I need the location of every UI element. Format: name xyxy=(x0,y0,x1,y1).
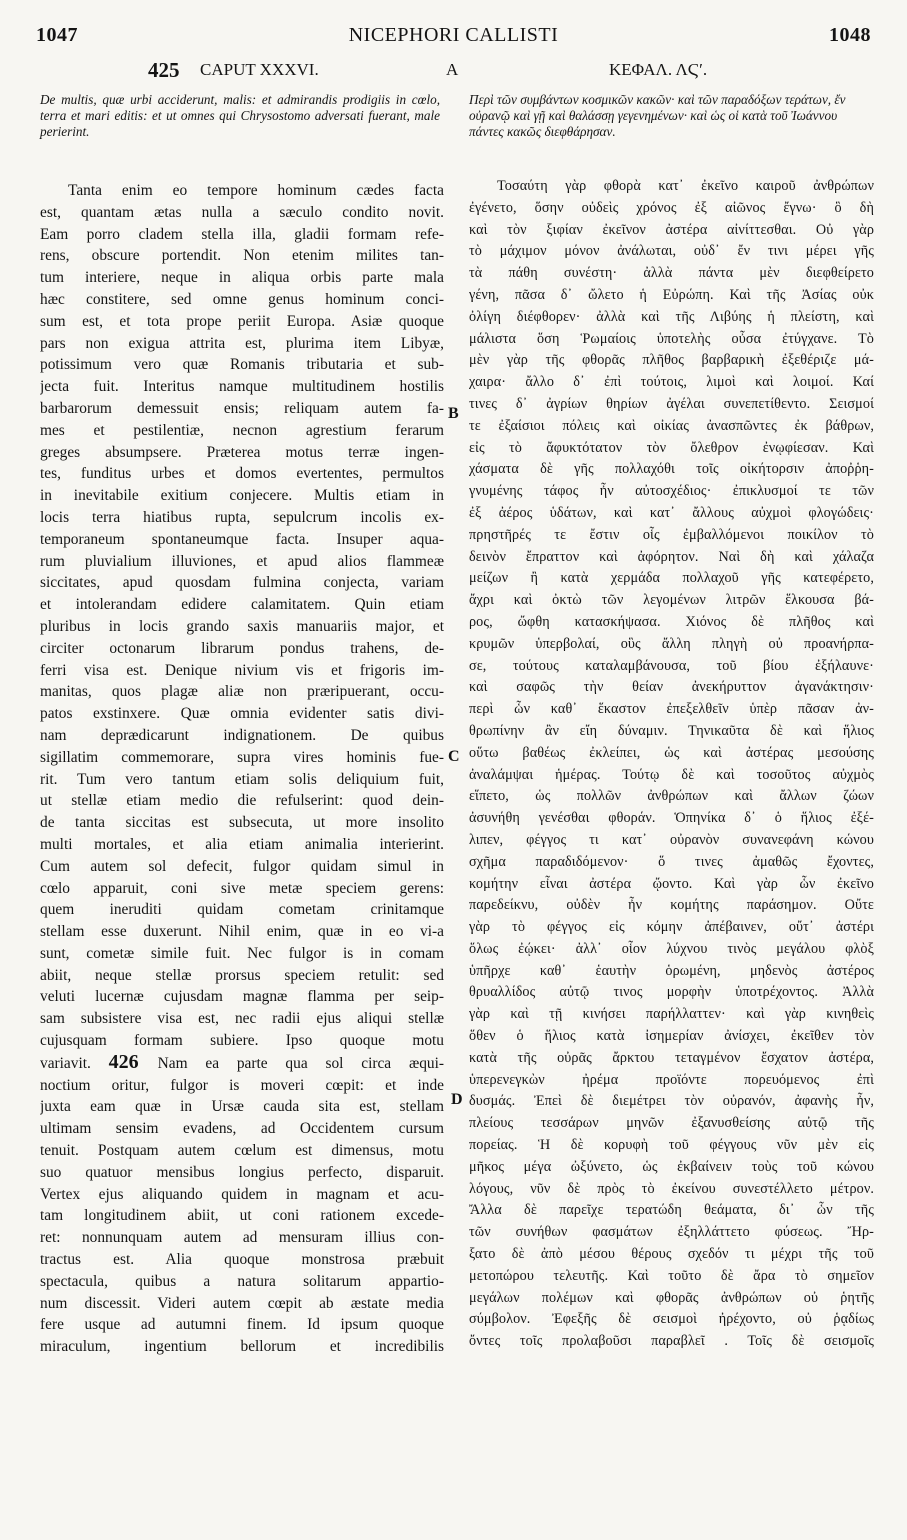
greek-line: ὅθεν ὁ ἥλιος κατὰ ἰσημερίαν ἀνίσχει, ἐκεῖθεν τὸν xyxy=(469,1028,874,1045)
latin-line xyxy=(40,1052,444,1075)
latin-line-text: variavit. xyxy=(40,1054,109,1072)
latin-line: Tanta enim eo tempore hominum cædes facta xyxy=(68,182,444,199)
greek-line: κατὰ τῆς οὐρᾶς ἄρκτου τεταγμένον ἔσχατον ἀστέρα, xyxy=(469,1049,874,1066)
latin-line: sigillatim commemorare, supra vires hominis fue- xyxy=(40,748,444,766)
latin-line: sunt, cometæ simile fuit. Nec fulgor is in comam xyxy=(40,944,444,962)
latin-line: multi mortales, et alia etiam animalia interierint. xyxy=(40,835,444,853)
latin-line: in inevitabile exitium conjecere. Multis etiam in xyxy=(40,487,444,505)
latin-line: jecta fuit. Interitus namque multitudinem hostilis xyxy=(40,378,444,396)
latin-line: miraculum, ingentium bellorum et incredibilis xyxy=(40,1338,444,1356)
greek-line: γένη, πᾶσα δ᾽ ὤλετο ἡ Εὐρώπη. Καὶ τῆς Ἀσίας οὐκ xyxy=(469,286,874,303)
chapter-heading-greek: ΚΕΦΑΛ. ΛϚʹ. xyxy=(609,60,708,79)
greek-line: περὶ ὧν καθ᾽ ἕκαστον ἐπεξελθεῖν ὑπὲρ πᾶσαν ἀν- xyxy=(469,701,874,718)
margin-letter-c: C xyxy=(448,748,460,765)
latin-line: sum est, et tota prope periit Europa. Asiæ quoque xyxy=(40,312,444,330)
greek-line: τινες δ᾽ ἀγρίων θηρίων ἀγέλαι συνεπετίθεντο. Σεισμοί xyxy=(469,395,874,412)
column-mark-a: A xyxy=(446,60,459,79)
latin-line: stellam esse duxerunt. Nihil enim, quæ in eo vi-a xyxy=(40,923,444,941)
greek-line: δυσμάς. Ἐπεὶ δὲ διεμέτρει τὸν οὐρανόν, ἀφανὴς ἦν, xyxy=(469,1093,874,1110)
greek-line: Ἄλλα δὲ παρεῖχε τερατώδη θεάματα, δι᾽ ὧν τῆς xyxy=(469,1202,874,1219)
latin-line: manitas, quos plagæ aliæ non præripuerant, occu- xyxy=(40,683,444,701)
greek-line: οὕτω βαθέως ἐκλείπει, ὡς καὶ ἀστέρας μεσούσης xyxy=(469,744,874,761)
latin-line: juxta eam quæ in Ursæ cauda sita est, stellam xyxy=(40,1098,444,1116)
greek-line: ρος, ὤφθη κατασκήψασα. Χιόνος δὲ πλῆθος καὶ xyxy=(469,613,874,630)
latin-line: fere usque ad autumni finem. Id ipsum quoque xyxy=(40,1316,444,1334)
latin-line: de tanta siccitas est subsecuta, ut more insolito xyxy=(40,814,444,832)
greek-line: δεινὸν ἔπραττον καὶ ἀφόρητον. Ναὶ δὴ καὶ χάλαζα xyxy=(469,548,874,565)
greek-line: μῆκος μέγα ὠξύνετο, ὡς ἐκβαίνειν τοὺς τοῦ κώνου xyxy=(469,1158,874,1175)
latin-line: noctium oritur, fulgor is moveri cœpit: et inde xyxy=(40,1076,444,1094)
greek-line: κομήτην εἶναι ἀστέρα ᾤοντο. Καὶ γὰρ ὧν ἐκεῖνο xyxy=(469,875,874,892)
latin-line: quem ineruditi quidam cometam crinitamque xyxy=(40,901,444,919)
greek-line: ἐγένετο, ὅσην οὐδεὶς χρόνος ἐξ αἰῶνος ἔγνω· ὃ δὴ xyxy=(469,199,874,216)
latin-line: potissimum vero quæ Romanis tributaria et sub- xyxy=(40,356,444,374)
greek-line: τὸ μάχιμον μόνον ἀνάλωται, οὐδ᾽ ἔν τινι μέρει γῆς xyxy=(469,243,874,260)
greek-line: Τοσαύτη γὰρ φθορὰ κατ᾽ ἐκεῖνο καιροῦ ἀνθρώπων xyxy=(497,178,874,194)
latin-line: sam subsistere visa est, nec radii ejus aliqui stellæ xyxy=(40,1010,444,1028)
latin-line: et intolerandam edidere calamitatem. Quin etiam xyxy=(40,596,444,614)
latin-line: rens, obscure portendit. Non etenim milites tan- xyxy=(40,247,444,265)
chapter-number: 425 xyxy=(148,58,180,82)
latin-line: circiter octonarum librarum pondus trahens, de- xyxy=(40,639,444,657)
latin-line: abiit, neque stellæ prorsus speciem retulit: sed xyxy=(40,966,444,984)
greek-line: μείζων ἢ κατὰ χερμάδα πολλαχοῦ γῆς κατεφέρετο, xyxy=(469,570,874,587)
greek-line: γὰρ καὶ τῇ κινήσει παρήλλαττεν· καὶ γὰρ κινηθεὶς xyxy=(469,1006,874,1023)
greek-line: τὰ πάθη συνέστη· ἀλλὰ πάντα μὲν διεφθείρετο xyxy=(469,265,874,282)
greek-line: μεγάλων πολέμων καὶ φθορᾶς ἀνθρώπων οὐ ῥητῆς xyxy=(469,1289,874,1306)
latin-line-text: Nam ea parte qua sol circa æqui- xyxy=(157,1054,444,1072)
greek-line: χαιρα· ἄλλο δ᾽ ἐπὶ τούτοις, λιμοὶ καὶ λοιμοί. Καί xyxy=(469,374,874,391)
latin-line: pars non exigua attrita est, plurima item Libyæ, xyxy=(40,334,444,352)
latin-line: ret: nonnunquam autem ad mensuram illius con- xyxy=(40,1229,444,1247)
latin-line: veluti lucernæ cujusdam magnæ flamma per seip- xyxy=(40,988,444,1006)
latin-line: ultimam sensim evadens, ad Occidentem cursum xyxy=(40,1120,444,1138)
latin-line: rum pluvialium illuviones, et apud alios flammeæ xyxy=(40,552,444,570)
greek-line: γὰρ τὸ φέγγος εἰς κόμην ἀπέβαινεν, οὔτ᾽ ἀστέρι xyxy=(469,919,874,936)
greek-line: ἐξ ἀέρος ὑδάτων, καὶ κατ᾽ ἄλλους αὐχμοὶ φλογώδεις· xyxy=(469,504,874,521)
latin-column xyxy=(40,180,444,1358)
margin-letter-b: B xyxy=(448,405,459,422)
latin-line: locis terra hiatibus rupta, sepulcrum incolis ex- xyxy=(40,508,444,526)
chapter-heading-latin: CAPUT XXXVI. xyxy=(200,60,319,79)
latin-line: tenuit. Postquam autem cœlum est dimensus, motu xyxy=(40,1142,444,1160)
greek-line: λιπεν, φέγγος τι κατ᾽ οὐρανὸν συνανεφάνη κώνου xyxy=(469,831,874,848)
latin-line: siccitates, apud quosdam fulmina conjecta, variam xyxy=(40,574,444,592)
greek-line: ὑπῆρχε καθ᾽ ἑαυτὴν ὁρωμένη, μηδενὸς ἀστέρος xyxy=(469,962,874,979)
greek-line: πρηστῆρές τε ἔστιν οἷς ἐμβαλλόμενοι ποικίλον τὸ xyxy=(469,526,874,543)
latin-line: cujusquam formam subiere. Ipso quoque motu xyxy=(40,1032,444,1050)
greek-line: πορείας. Ἡ δὲ κορυφὴ τοῦ φέγγους νῦν μὲν εἰς xyxy=(469,1137,874,1154)
greek-line: ὅλως ἐῴκει· ἀλλ᾽ οἷον λύχνου τινὸς μεγάλου φλὸξ xyxy=(469,940,874,957)
latin-line: tes, funditus urbes et domos evertentes, permultos xyxy=(40,465,444,483)
greek-line: λόγους, νῦν δὲ πρὸς τὸ ἐκείνου συνεστέλλετο μέτρον. xyxy=(469,1180,874,1197)
latin-line: num discessit. Videri autem cœpit ab æstate media xyxy=(40,1294,444,1312)
latin-line: Eam porro cladem stella illa, gladii formam refe- xyxy=(40,225,444,243)
greek-line: εἵπετο, ὡς πολλῶν ἀνθρώπων καὶ ἄλλων ζώων xyxy=(469,788,874,805)
greek-line: χάσματα δὲ γῆς πολλαχόθι τοῖς οἰκήτορσιν ἀποῤῥη- xyxy=(469,461,874,478)
latin-line: hæc constitere, sed omne genus hominum conci- xyxy=(40,290,444,308)
greek-line: ὀλίγη διέφθορεν· ἀλλὰ καὶ τῆς Λιβύης ἡ πλείστη, καὶ xyxy=(469,308,874,325)
latin-line: tractus est. Alia quoque monstrosa præbuit xyxy=(40,1251,444,1269)
greek-line: σχῆμα παραδιδόμενον· ὅ τινες ἀμαθῶς ἔχοντες, xyxy=(469,853,874,870)
greek-line: ὑπερενεγκὼν ἠρέμα προϊόντε πορευόμενος ἐπὶ xyxy=(469,1071,874,1088)
latin-line: nam deprædicarunt indignationem. De quibus xyxy=(40,726,444,744)
greek-line: ἄχρι καὶ ὀκτὼ τῶν λεγομένων λιτρῶν ἕλκουσα βά- xyxy=(469,592,874,609)
running-title: NICEPHORI CALLISTI xyxy=(348,24,559,46)
greek-line: εἰς τὸ ἄφυκτότατον τὸν ὄλεθρον ἐνῳφίεσαν. Καὶ xyxy=(469,439,874,456)
greek-line: ὄντες τοῖς προλαβοῦσι παραβλεῖ . Τοῖς δὲ σεισμοῖς xyxy=(469,1333,874,1350)
latin-line: ut stellæ etiam medio die refulserint: quod dein- xyxy=(40,792,444,810)
greek-line: ἀσυνήθη γενέσθαι φθοράν. Ὁπηνίκα δ᾽ ὁ ἥλιος ἐξέ- xyxy=(469,810,874,827)
greek-line: γνυμένης τάφος ἦν αὐτοσχέδιος· ἐπικλυσμοί τε τῶν xyxy=(469,483,874,500)
greek-line: μὲν γὰρ τῆς φθορᾶς πλῆθος βαρβαρικὴ ἐξεθέριζε μά- xyxy=(469,352,874,369)
greek-line: μάλιστα ὅση Ῥωμαίοις ὑποτελὴς οὖσα ἐτύγχανε. Τὸ xyxy=(469,330,874,347)
latin-line: Vertex ejus aliquando quidem in magnam et acu- xyxy=(40,1185,444,1203)
greek-line: τῶν συνήθων φασμάτων ἐξηλλάττετο φύσεως. Ἤρ- xyxy=(469,1224,874,1241)
greek-line: καὶ σαφῶς τὴν θείαν ἀνεκήρυττον ἀγανάκτησιν· xyxy=(469,679,874,696)
latin-line: tum interiere, neque in aliqua orbis parte mala xyxy=(40,269,444,287)
latin-line: barbarorum demessuit ensis; reliquam autem fa- xyxy=(40,399,444,417)
greek-line: ἀναλάμψαι ἡμέρας. Τούτῳ δὲ καὶ τοσοῦτος αὐχμὸς xyxy=(469,766,874,783)
latin-line: spectacula, quibus a natura solitarum appartio- xyxy=(40,1272,444,1290)
latin-line: Cum autem sol defecit, fulgor quidam simul in xyxy=(40,857,444,875)
greek-line: κρυμῶν ὑπερβολαί, οὓς ἄλλη πληγὴ οὐ προανήρπα- xyxy=(469,635,874,652)
greek-column xyxy=(469,176,874,1353)
page-number-left: 1047 xyxy=(36,24,78,46)
greek-line: ξατο δὲ ἀπὸ μέσου θέρους σχεδόν τι μέχρι τῆς τοῦ xyxy=(469,1246,874,1263)
latin-line: rit. Tum vero tantum etiam solis deliquium fuit, xyxy=(40,770,444,788)
greek-line: μετοπώρου τελευτῆς. Καὶ τοῦτο δὲ ἄρα τὸ σημεῖον xyxy=(469,1267,874,1284)
chapter-summary-greek: Περὶ τῶν συμβάντων κοσμικῶν κακῶν· καὶ τῶν παραδόξων τεράτων, ἔν οὐρανῷ καὶ γῇ καὶ θαλάσσῃ γεγενημένων· καὶ ὡς οἱ κατὰ τοῦ Ἰωάννου πάντες κακῶς διεφθάρησαν. xyxy=(469,92,846,139)
latin-line: cœlo apparuit, coni sive metæ speciem gerens: xyxy=(40,879,444,897)
latin-line: pluribus in locis grando saxis manuariis major, et xyxy=(40,617,444,635)
latin-line: suo quatuor mensibus longius perfecto, disparuit. xyxy=(40,1163,444,1181)
latin-line: ferri visa est. Denique nivium vis et frigoris im- xyxy=(40,661,444,679)
greek-line: καὶ τὸν ξιφίαν ἐκεῖνον ἀστέρα αἰνίττεσθαι. Οὐ γὰρ xyxy=(469,221,874,238)
latin-line: temporaneum spontaneumque facta. Insuper aqua- xyxy=(40,530,444,548)
greek-line: σε, τούτους καταλαμβάνουσα, τοῦ βίου ἐξήλαυνε· xyxy=(469,657,874,674)
greek-line: σύμβολον. Ἐφεξῆς δὲ σεισμοὶ ἠρέχοντο, οὐ ῥᾳδίως xyxy=(469,1311,874,1328)
greek-line: θρωπίνην ἂν εἴη δύναμιν. Τηνικαῦτα δὲ καὶ ἥλιος xyxy=(469,722,874,739)
latin-line: patos exstinxere. Quæ omnia evidenter satis divi- xyxy=(40,705,444,723)
margin-letter-d: D xyxy=(451,1091,463,1108)
latin-line: tam longitudinem abiit, ut coni rationem excede- xyxy=(40,1207,444,1225)
latin-line: est, quantam ætas nulla a sæculo condito novit. xyxy=(40,203,444,221)
greek-line: θρυαλλίδος αὐτῷ τινος μορφὴν ὑποτρέχοντος. Ἀλλὰ xyxy=(469,984,874,1001)
greek-line: τε ἐξαίσιοι πόλεις καὶ οἰκίας ἀνασπῶντες ἐκ βάθρων, xyxy=(469,417,874,434)
latin-line: mes et pestilentiæ, necnon agrestium ferarum xyxy=(40,421,444,439)
greek-line: πλείους τεσσάρων μηνῶν ἐξανυσθείσης αὐτῷ τῆς xyxy=(469,1115,874,1132)
chapter-summary-latin: De multis, quæ urbi acciderunt, malis: et admirandis prodigiis in cœlo, terra et mari editis: et ut omnes qui Chrysostomo adversati fuerant, male perierint. xyxy=(40,92,440,139)
section-number: 426 xyxy=(108,1051,158,1073)
page-number-right: 1048 xyxy=(829,24,871,46)
greek-line: παρεδείκνυ, οὐδὲν ἦν κομήτης παράσημον. Οὔτε xyxy=(469,897,874,914)
latin-line: greges absumpsere. Præterea motus terræ ingen- xyxy=(40,443,444,461)
